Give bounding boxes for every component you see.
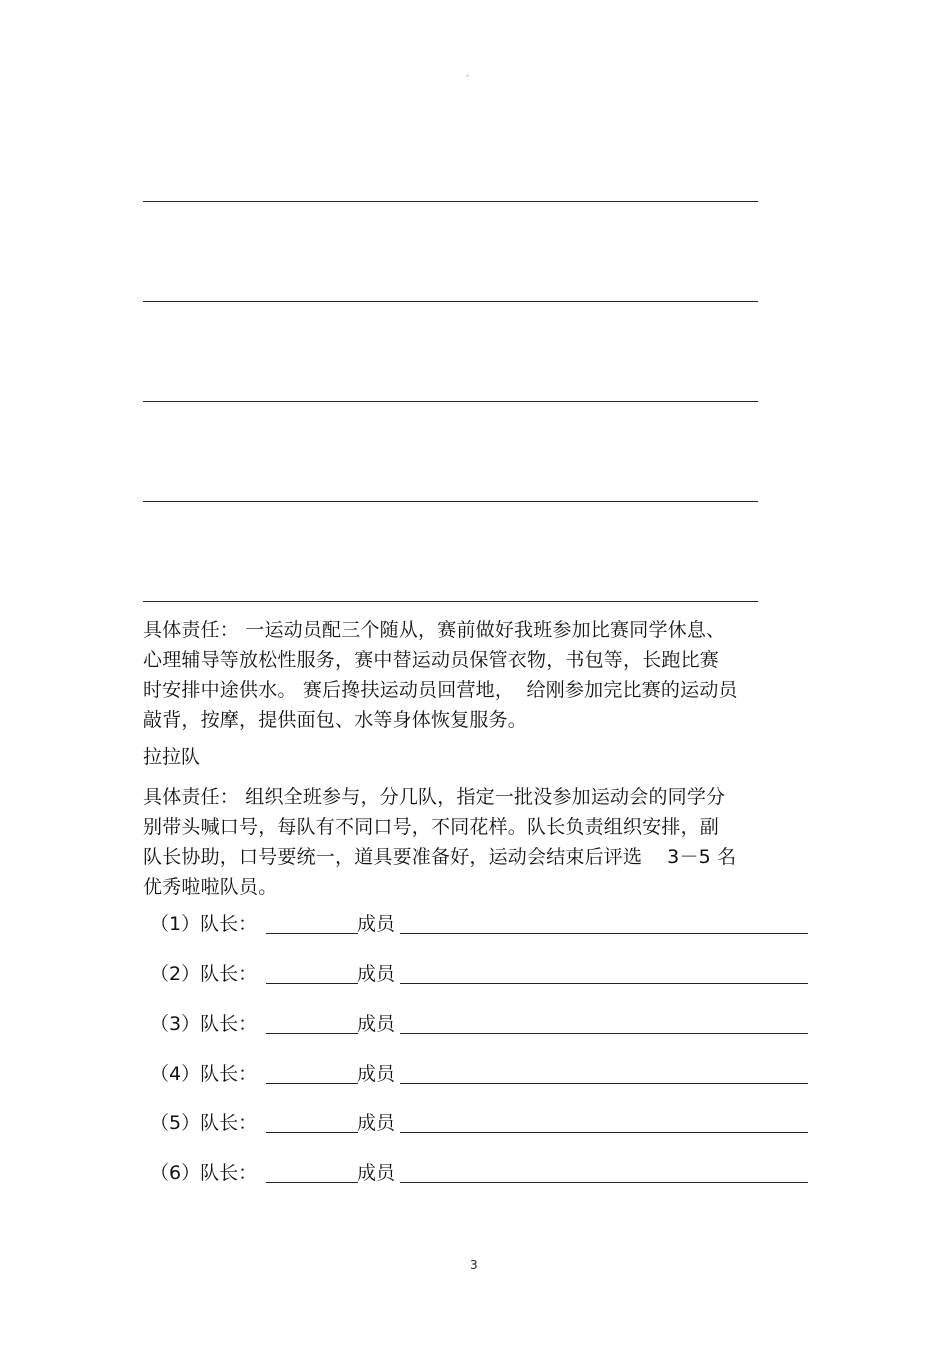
page-number: 3 (470, 1258, 478, 1272)
captain-blank (266, 1083, 358, 1084)
fill-in-line-2 (143, 301, 758, 302)
member-blank (400, 1083, 808, 1084)
team-row-6 (150, 1158, 810, 1188)
captain-blank (266, 933, 358, 934)
member-blank (400, 1182, 808, 1183)
member-blank (400, 1033, 808, 1034)
member-blank (400, 1132, 808, 1133)
team-captain-label: （5）队长： (150, 1112, 258, 1134)
team-captain-label: （6）队长： (150, 1162, 258, 1184)
team-captain-label: （1）队长： (150, 913, 258, 935)
team-row-2 (150, 959, 810, 989)
paragraph-line: 优秀啦啦队员。 (143, 876, 278, 898)
paragraph-line: 队长协助，口号要统一，道具要准备好，运动会结束后评选 3－5 名 (143, 846, 737, 868)
paragraph-line: 时安排中途供水。 赛后搀扶运动员回营地， 给刚参加完比赛的运动员 (143, 679, 738, 701)
paragraph-line: 心理辅导等放松性服务，赛中替运动员保管衣物，书包等，长跑比赛 (143, 649, 720, 671)
team-row-5 (150, 1108, 810, 1138)
fill-in-line-1 (143, 201, 758, 202)
header-mark: 。 (466, 69, 474, 78)
team-captain-label: （2）队长： (150, 963, 258, 985)
cheer-duty-paragraph (143, 782, 811, 902)
captain-blank (266, 1182, 358, 1183)
paragraph-line: 别带头喊口号，每队有不同口号，不同花样。队长负责组织安排，副 (143, 816, 720, 838)
team-member-label: 成员 (357, 1162, 396, 1184)
paragraph-line: 敲背，按摩，提供面包、水等身体恢复服务。 (143, 709, 528, 731)
team-member-label: 成员 (357, 963, 396, 985)
team-member-label: 成员 (357, 1112, 396, 1134)
team-member-label: 成员 (357, 1063, 396, 1085)
paragraph-line: 具体责任： 一运动员配三个随从，赛前做好我班参加比赛同学休息、 (143, 619, 726, 641)
member-blank (400, 933, 808, 934)
attendant-duty-paragraph (143, 615, 811, 735)
team-member-label: 成员 (357, 913, 396, 935)
cheer-section-title: 拉拉队 (143, 746, 201, 768)
fill-in-line-3 (143, 401, 758, 402)
captain-blank (266, 1132, 358, 1133)
captain-blank (266, 1033, 358, 1034)
team-captain-label: （4）队长： (150, 1063, 258, 1085)
team-captain-label: （3）队长： (150, 1013, 258, 1035)
member-blank (400, 983, 808, 984)
team-member-label: 成员 (357, 1013, 396, 1035)
team-row-3 (150, 1009, 810, 1039)
paragraph-line: 具体责任： 组织全班参与，分几队，指定一批没参加运动会的同学分 (143, 786, 726, 808)
team-row-1 (150, 909, 810, 939)
fill-in-line-5 (143, 601, 758, 602)
captain-blank (266, 983, 358, 984)
team-row-4 (150, 1059, 810, 1089)
fill-in-line-4 (143, 501, 758, 502)
